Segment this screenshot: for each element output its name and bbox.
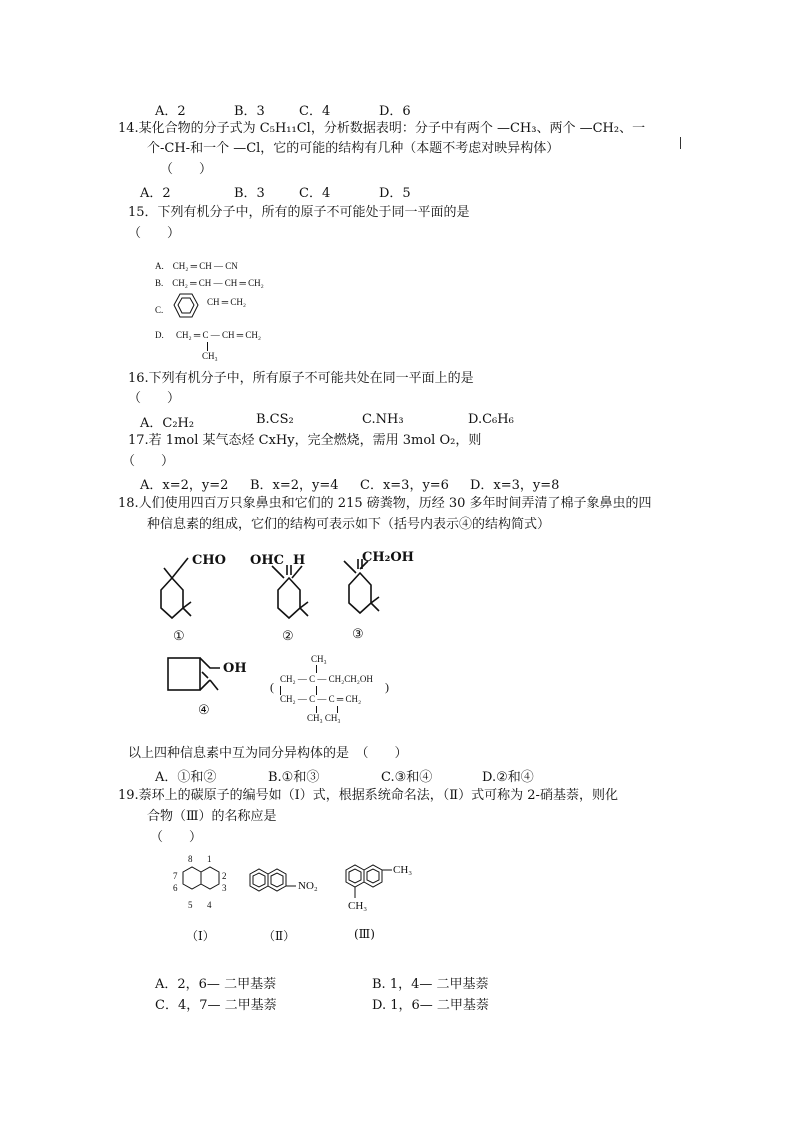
q15-option-a: A. CH₂ ═ CH — CN bbox=[155, 261, 238, 271]
q18-option-a: A．①和② bbox=[155, 770, 217, 785]
q18-cond-top: CH₃ bbox=[311, 654, 327, 664]
q18-cond-bond-top bbox=[316, 665, 317, 673]
q15-option-d-main: CH₂ ═ C — CH ═ CH₂ bbox=[176, 330, 262, 340]
q18-stem-line2: 种信息素的组成，它们的结构可表示如下（括号内表示④的结构简式） bbox=[147, 517, 551, 532]
q19-option-a: A．2，6— 二甲基萘 bbox=[155, 977, 277, 992]
q16-answer-paren: （ ） bbox=[128, 391, 181, 406]
q18-cond-open: ( bbox=[270, 680, 274, 694]
q18-s2-ohc-label: OHC bbox=[250, 553, 284, 568]
q19-num-3: 3 bbox=[222, 883, 227, 893]
q17-answer-paren: （ ） bbox=[122, 454, 175, 469]
q15-answer-paren: （ ） bbox=[128, 226, 181, 241]
q19-label-2: （Ⅱ） bbox=[263, 929, 296, 943]
q19-stem-line2: 合物（Ⅲ）的名称应是 bbox=[147, 809, 277, 824]
q15-option-d-label: D. bbox=[155, 330, 164, 340]
q18-cond-bond-bottom-2 bbox=[337, 706, 338, 713]
q19-label-3: (Ⅲ) bbox=[354, 927, 375, 941]
q19-stem-line1: 19.萘环上的碳原子的编号如（Ⅰ）式，根据系统命名法，（Ⅱ）式可称为 2-硝基萘，则化 bbox=[118, 788, 618, 803]
q16-option-c: C.NH₃ bbox=[362, 412, 404, 427]
q18-cond-line1: CH₂ — C — CH₂CH₂OH bbox=[280, 674, 373, 684]
q19-label-1: （Ⅰ） bbox=[186, 929, 215, 943]
q19-num-6: 6 bbox=[173, 883, 178, 893]
q13-option-d: D．6 bbox=[379, 104, 411, 119]
q18-s4-label: ④ bbox=[198, 703, 210, 718]
q18-s1-cho-label: CHO bbox=[192, 553, 226, 568]
q17-option-c: C．x=3，y=6 bbox=[360, 478, 449, 493]
q16-option-d: D.C₆H₆ bbox=[468, 412, 514, 427]
q18-s2-label: ② bbox=[282, 629, 294, 644]
q19-naphthalene-numbered bbox=[178, 862, 228, 904]
q19-num-2: 2 bbox=[222, 871, 227, 881]
q17-option-d: D．x=3，y=8 bbox=[470, 478, 560, 493]
q18-stem-line1: 18.人们使用四百万只象鼻虫和它们的 215 磅粪物，历经 30 多年时间弄清了棉子象鼻虫的四 bbox=[118, 496, 652, 511]
q19-num-7: 7 bbox=[173, 871, 178, 881]
q18-cond-line2: CH₂ — C — C ═ CH₂ bbox=[280, 694, 362, 704]
q18-s3-ch2oh-label: CH₂OH bbox=[362, 550, 414, 565]
q19-ch3-right-label: CH₃ bbox=[393, 864, 413, 876]
q16-stem: 16.下列有机分子中，所有原子不可能共处在同一平面上的是 bbox=[128, 371, 474, 386]
q19-no2-label: NO₂ bbox=[298, 880, 318, 892]
q15-option-d-sub: CH₃ bbox=[202, 351, 218, 361]
q18-s2-h-label: H bbox=[293, 553, 306, 568]
q18-question: 以上四种信息素中互为同分异构体的是 （ ） bbox=[128, 746, 408, 761]
q19-nitronaphthalene bbox=[246, 864, 306, 904]
q14-option-b: B．3 bbox=[234, 186, 265, 201]
q19-num-5: 5 bbox=[188, 900, 193, 910]
q14-stem-line2: 个-CH-和一个 —Cl，它的可能的结构有几种（本题不考虑对映异构体） bbox=[147, 141, 560, 156]
q18-cond-bond-bottom-1 bbox=[316, 706, 317, 713]
q18-s4-oh-label: OH bbox=[223, 661, 247, 676]
q14-answer-paren: （ ） bbox=[160, 162, 213, 177]
q14-stem-line1: 14.某化合物的分子式为 C₅H₁₁Cl，分析数据表明：分子中有两个 —CH₃、两个 —CH₂、一 bbox=[118, 121, 646, 136]
q19-num-4: 4 bbox=[207, 900, 212, 910]
q18-s1-label: ① bbox=[173, 629, 185, 644]
q19-num-8: 8 bbox=[188, 854, 193, 864]
q13-option-c: C．4 bbox=[299, 104, 331, 119]
q17-option-b: B．x=2，y=4 bbox=[250, 478, 339, 493]
q19-option-b: B. 1，4— 二甲基萘 bbox=[372, 977, 489, 992]
q16-option-b: B.CS₂ bbox=[256, 412, 294, 427]
q19-answer-paren: （ ） bbox=[150, 830, 203, 845]
q15-benzene-ring bbox=[171, 292, 205, 322]
q18-option-d: D.②和④ bbox=[482, 770, 534, 785]
q17-option-a: A．x=2，y=2 bbox=[140, 478, 229, 493]
q17-stem: 17.若 1mol 某气态烃 CxHy，完全燃烧，需用 3mol O₂，则 bbox=[128, 433, 482, 448]
q16-option-a: A．C₂H₂ bbox=[140, 416, 195, 431]
q19-option-d: D. 1，6— 二甲基萘 bbox=[372, 998, 489, 1013]
q18-cond-bottom: CH₃ CH₃ bbox=[307, 713, 341, 723]
q13-option-a: A．2 bbox=[155, 104, 186, 119]
q18-cond-close: ) bbox=[385, 680, 389, 694]
q15-stem: 15．下列有机分子中，所有的原子不可能处于同一平面的是 bbox=[128, 205, 470, 220]
q15-option-c-group: CH ═ CH₂ bbox=[207, 297, 247, 307]
margin-mark bbox=[680, 137, 681, 149]
q18-option-c: C.③和④ bbox=[381, 770, 433, 785]
q13-option-b: B．3 bbox=[234, 104, 265, 119]
q18-option-b: B.①和③ bbox=[268, 770, 320, 785]
q15-option-d-bond bbox=[207, 342, 208, 351]
q14-option-d: D．5 bbox=[379, 186, 411, 201]
q14-option-a: A．2 bbox=[140, 186, 171, 201]
q15-option-c-label: C. bbox=[155, 305, 164, 315]
q14-option-c: C．4 bbox=[299, 186, 331, 201]
q19-option-c: C．4，7— 二甲基萘 bbox=[155, 998, 277, 1013]
q18-s3-label: ③ bbox=[352, 627, 364, 642]
q19-ch3-bottom-label: CH₃ bbox=[348, 900, 368, 912]
q15-option-b: B. CH₂ ═ CH — CH ═ CH₂ bbox=[155, 278, 264, 288]
q19-num-1: 1 bbox=[207, 854, 212, 864]
